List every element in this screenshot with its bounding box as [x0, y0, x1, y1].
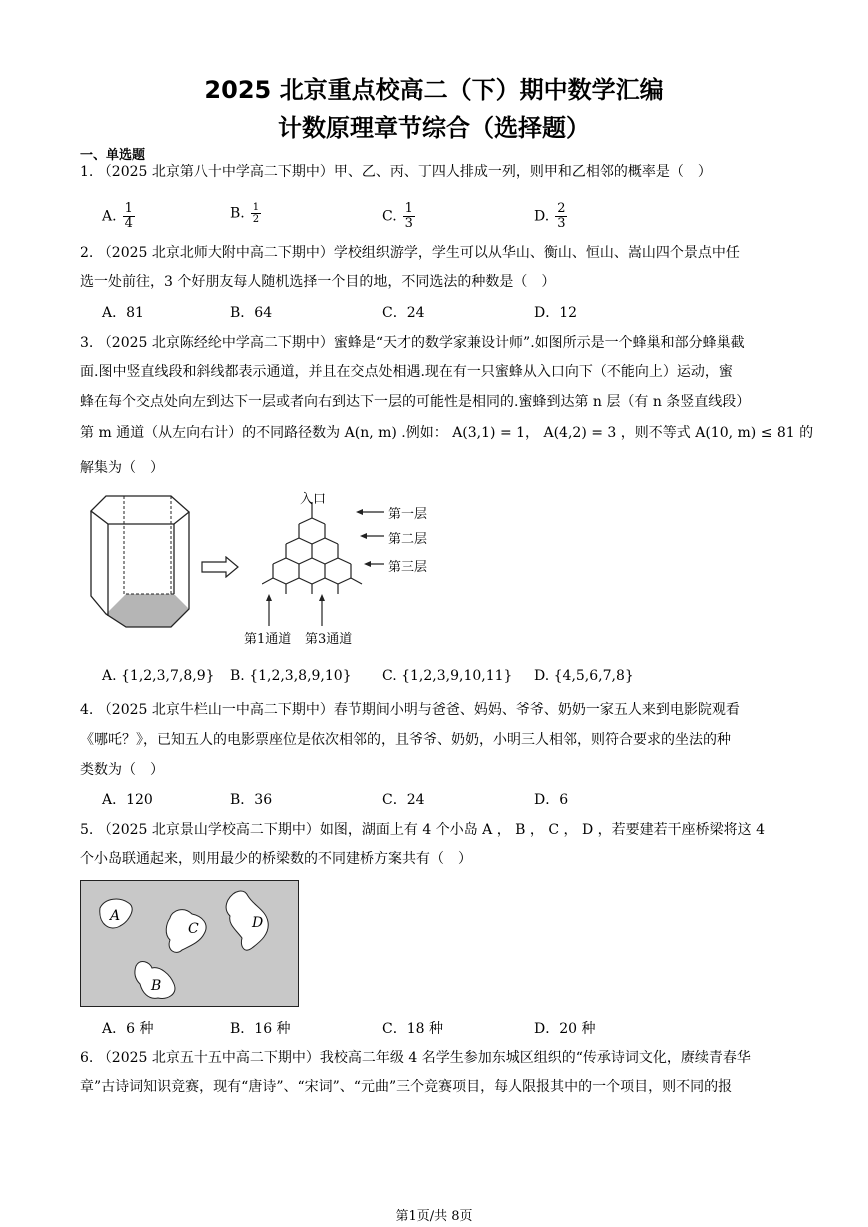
q1-option-b: B. $\frac{1}{2}$	[230, 202, 260, 225]
q3-line3: 蜂在每个交点处向左到达下一层或者向右到达下一层的可能性是相同的.蜜蜂到达第 n 层（有 n 条竖直线段）	[80, 394, 751, 410]
page-subtitle: 计数原理章节综合（选择题）	[278, 114, 590, 142]
q5-option-a: A．6 种	[102, 1021, 154, 1037]
page-title: 2025 北京重点校高二（下）期中数学汇编	[204, 76, 664, 104]
q5-option-d: D．20 种	[534, 1021, 596, 1037]
q1-option-c: C. $\frac{1}{3}$	[382, 201, 413, 231]
q3-line4: 第 m 通道（从左向右计）的不同路径数为 A(n, m) .例如： A(3,1) = 1， A(4,2) = 3 ，则不等式 A(10, m) ≤ 81 的	[80, 425, 814, 441]
q3-option-d: D. {4,5,6,7,8}	[534, 668, 634, 684]
q4-option-a: A．120	[102, 792, 153, 808]
fig-channel1-label: 第1通道	[244, 632, 292, 647]
q6-line2: 章”古诗词知识竞赛，现有“唐诗”、“宋词”、“元曲”三个竞赛项目，每人限报其中的一个项目，则不同的报	[80, 1079, 733, 1095]
q2-option-a: A．81	[102, 305, 144, 321]
q2-line1: 2. （2025 北京北师大附中高二下期中）学校组织游学，学生可以从华山、衡山、恒山、嵩山四个景点中任	[80, 245, 740, 261]
q1-option-a: A. $\frac{1}{4}$	[102, 201, 133, 231]
island-a-label: A	[110, 908, 121, 924]
fig-layer2-label: 第二层	[388, 532, 428, 547]
q2-option-b: B．64	[230, 305, 273, 321]
q4-line2: 《哪吒？》，已知五人的电影票座位是依次相邻的，且爷爷、奶奶，小明三人相邻，则符合要求的坐法的种	[80, 732, 731, 748]
honeycomb-prism-figure	[86, 494, 196, 634]
lake-islands-figure	[80, 880, 300, 1008]
island-d-label: D	[252, 915, 264, 931]
island-c-label: C	[188, 921, 199, 937]
q4-line3: 类数为（ ）	[80, 762, 164, 778]
q5-line1: 5. （2025 北京景山学校高二下期中）如图，湖面上有 4 个小岛 A ， B ， C ， D ，若要建若干座桥梁将这 4	[80, 822, 765, 838]
page-number: 第1页/共 8页	[395, 1209, 473, 1224]
q3-line2: 面.图中竖直线段和斜线都表示通道，并且在交点处相遇.现在有一只蜜蜂从入口向下（不能向上）运动，蜜	[80, 364, 733, 380]
q1-option-d: D. $\frac{2}{3}$	[534, 201, 566, 231]
q3-option-b: B. {1,2,3,8,9,10}	[230, 668, 352, 684]
island-b-label: B	[151, 978, 162, 994]
q6-line1: 6. （2025 北京五十五中高二下期中）我校高二年级 4 名学生参加东城区组织的“传承诗词文化，赓续青春华	[80, 1050, 751, 1066]
q4-option-c: C．24	[382, 792, 425, 808]
fig-layer1-label: 第一层	[388, 507, 428, 522]
fig-entrance-label: 入口	[300, 492, 327, 507]
q5-option-c: C．18 种	[382, 1021, 443, 1037]
section-heading: 一、单选题	[80, 148, 146, 163]
q1-text: 1. （2025 北京第八十中学高二下期中）甲、乙、丙、丁四人排成一列，则甲和乙相邻的概率是（ ）	[80, 164, 712, 180]
hollow-arrow-icon	[200, 556, 240, 578]
q2-line2: 选一处前往，3 个好朋友每人随机选择一个目的地，不同选法的种数是（ ）	[80, 274, 556, 290]
fig-channel3-label: 第3通道	[305, 632, 353, 647]
q5-line2: 个小岛联通起来，则用最少的桥梁数的不同建桥方案共有（ ）	[80, 851, 472, 867]
q3-line5: 解集为（ ）	[80, 460, 164, 476]
q4-option-d: D．6	[534, 792, 569, 808]
q5-option-b: B．16 种	[230, 1021, 291, 1037]
q3-option-c: C. {1,2,3,9,10,11}	[382, 668, 513, 684]
q4-line1: 4. （2025 北京牛栏山一中高二下期中）春节期间小明与爸爸、妈妈、爷爷、奶奶一家五人来到电影院观看	[80, 702, 740, 718]
q3-option-a: A. {1,2,3,7,8,9}	[102, 668, 215, 684]
q2-option-d: D．12	[534, 305, 578, 321]
fig-layer3-label: 第三层	[388, 560, 428, 575]
q3-line1: 3. （2025 北京陈经纶中学高二下期中）蜜蜂是“天才的数学家兼设计师”.如图所示是一个蜂巢和部分蜂巢截	[80, 335, 745, 351]
q2-option-c: C．24	[382, 305, 425, 321]
q4-option-b: B．36	[230, 792, 273, 808]
